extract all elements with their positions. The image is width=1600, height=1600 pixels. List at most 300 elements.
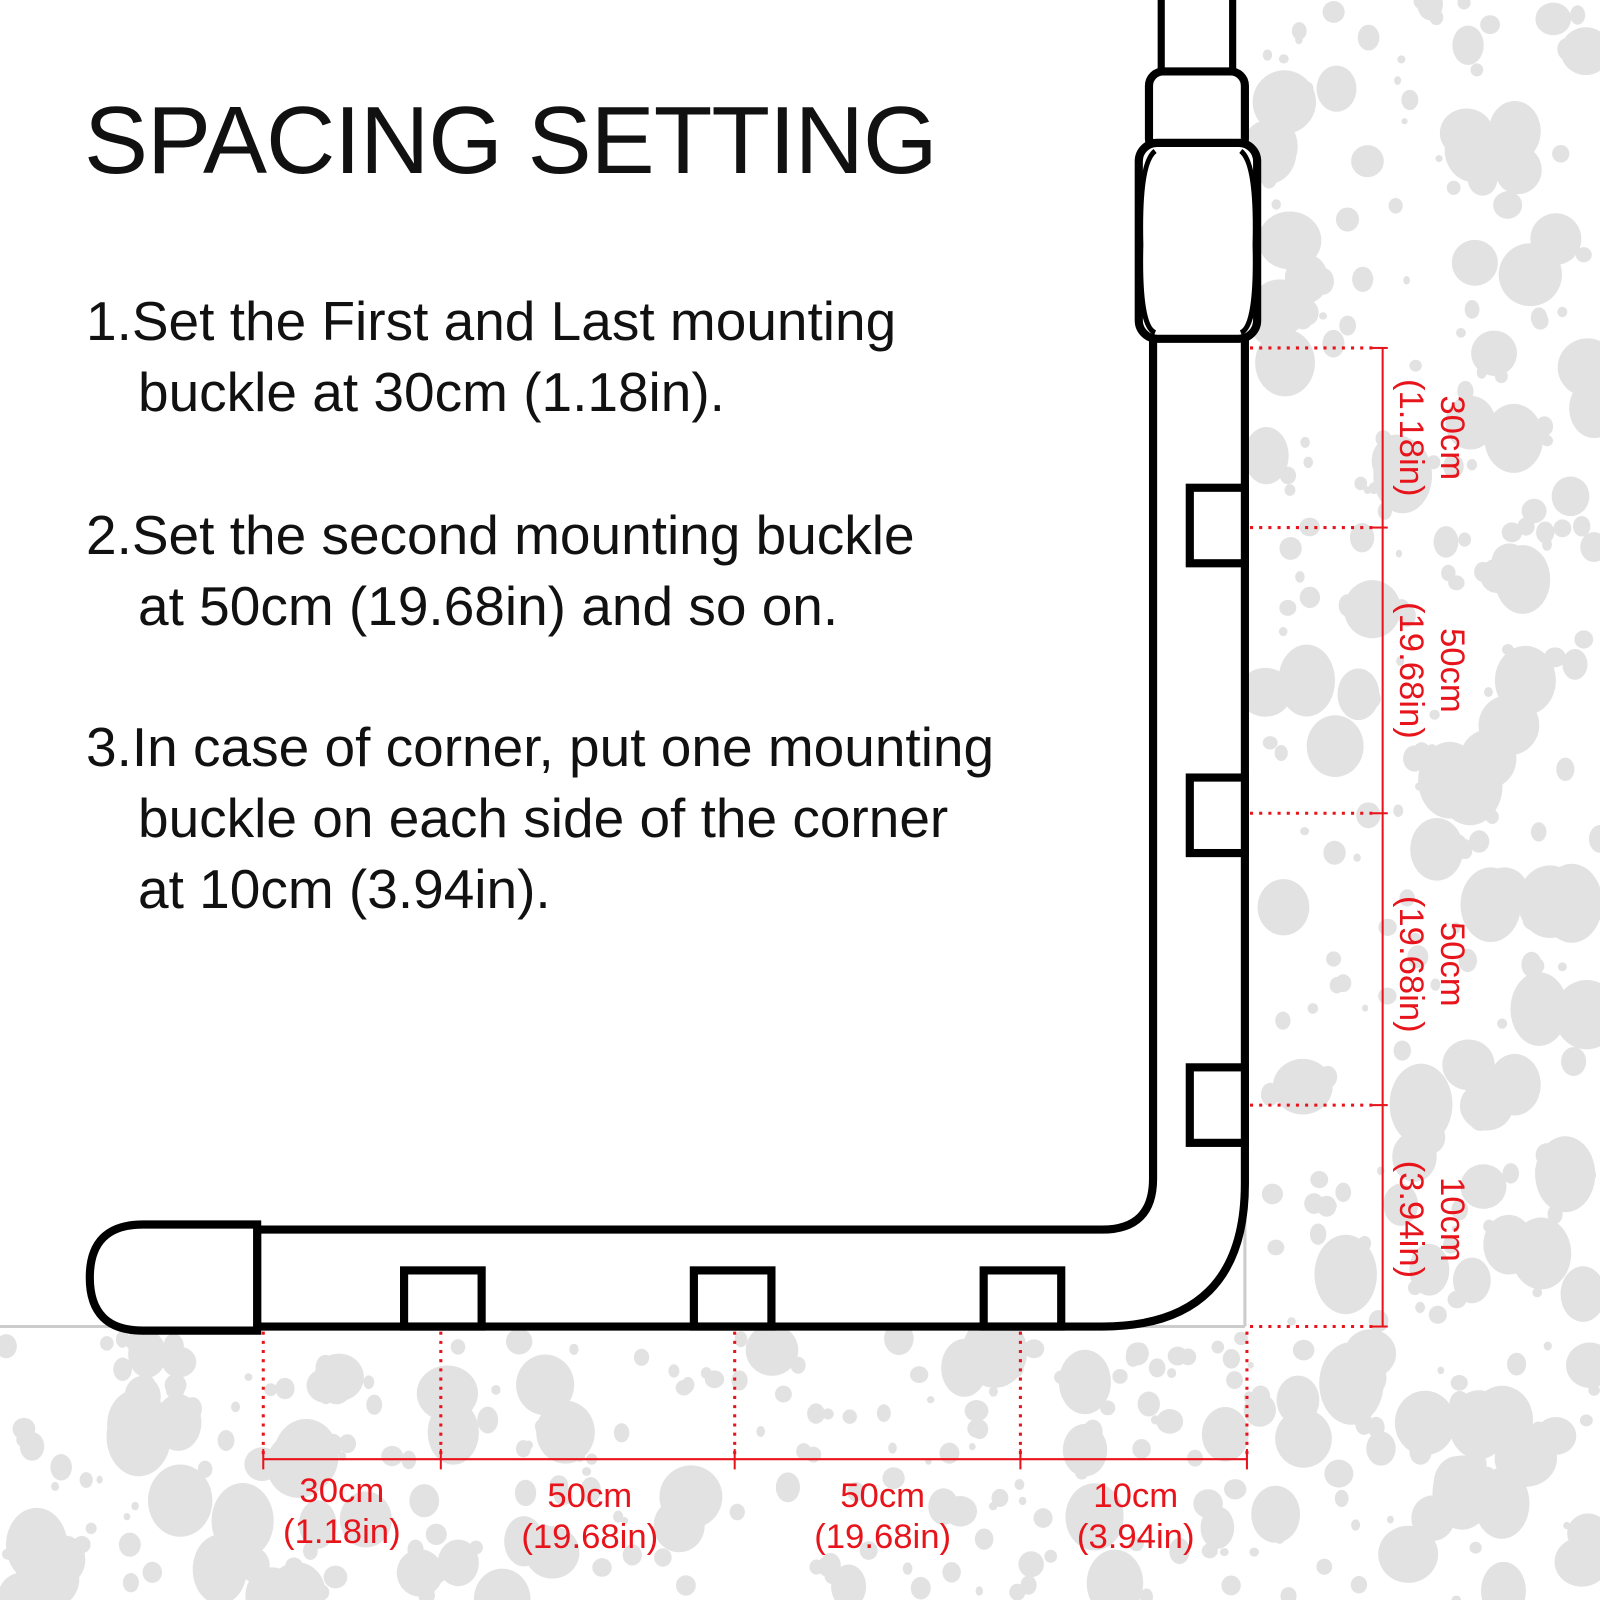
speckle [1279,600,1296,616]
speckle [1202,1407,1249,1461]
speckle [1156,1409,1183,1434]
speckle [1461,839,1470,847]
speckle [231,1402,240,1413]
speckle [1535,3,1571,36]
speckle [1193,1489,1222,1518]
speckle [1530,213,1581,265]
step-line: 1.Set the First and Last mounting [86,290,897,352]
speckle [1415,1302,1425,1313]
speckle [1522,908,1541,930]
speckle [1308,1003,1319,1014]
speckle [1087,1550,1143,1600]
speckle [535,1419,550,1434]
speckle [119,1533,141,1557]
speckle [1544,1342,1552,1351]
speckle [1369,1310,1389,1332]
speckle [1316,1559,1332,1575]
speckle [1532,677,1544,689]
speckle [477,1407,498,1434]
speckle [516,1355,574,1416]
speckle [1574,870,1587,886]
speckle [1224,1442,1232,1451]
speckle [1307,715,1364,777]
speckle [1275,1012,1290,1030]
step-1 [86,286,896,428]
speckle [1414,742,1429,755]
speckle [1223,1349,1240,1369]
speckle [1561,1047,1586,1076]
speckle [1335,1183,1351,1202]
speckle [1261,1083,1279,1106]
speckle [1489,101,1541,162]
speckle [1356,802,1380,828]
speckle [582,1467,591,1476]
speckle [1394,76,1401,85]
speckle [1378,1526,1438,1583]
speckle [668,1364,679,1377]
speckle [1324,1460,1353,1488]
speckle [1502,522,1522,542]
speckle [1541,435,1553,446]
speckle [1258,879,1310,935]
speckle [1248,1362,1254,1369]
dim-in: (19.68in) [1392,601,1430,739]
speckle [676,1575,696,1595]
speckle [166,1379,185,1399]
speckle [1573,516,1590,537]
speckle [324,1566,348,1589]
speckle [1034,1508,1053,1528]
speckle [1434,526,1459,558]
speckle [1552,145,1569,163]
speckle [1481,1562,1526,1600]
speckle [339,1434,356,1453]
speckle [989,1387,998,1397]
speckle [162,1347,196,1378]
speckle [50,1454,72,1480]
speckle [198,1461,213,1478]
speckle [1299,81,1313,94]
speckle [1449,1391,1470,1417]
speckle [516,1440,531,1457]
speckle [679,1499,697,1517]
speckle [1267,1240,1284,1256]
speckle [1083,1420,1103,1444]
speckle [1484,687,1493,697]
speckle [1059,1350,1111,1414]
speckle [173,1483,185,1496]
speckle [438,1540,479,1587]
speckle [1314,1235,1376,1314]
dim-in: (3.94in) [1076,1517,1195,1556]
speckle [1475,342,1493,359]
speckle [1566,1342,1600,1387]
speckle [967,1419,986,1438]
step-line: 3.In case of corner, put one mounting [86,716,995,778]
speckle [1287,1317,1296,1326]
speckle [1409,1439,1431,1464]
speckle [783,1355,790,1363]
speckle [1531,307,1547,328]
dim-cm: 50cm [547,1477,633,1516]
dim-in: (1.18in) [1392,378,1430,497]
speckle [1272,199,1281,209]
speckle [1518,985,1531,1001]
speckle [1330,977,1344,993]
speckle [1351,145,1384,177]
speckle [1470,63,1483,76]
speckle [1149,1358,1166,1377]
speckle [1438,746,1503,825]
speckle [1298,300,1319,325]
speckle [51,1482,59,1491]
speckle [1544,876,1563,899]
speckle [1456,328,1466,338]
speckle [1126,1342,1149,1365]
speckle [1480,867,1529,917]
speckle [1447,181,1461,195]
speckle [1429,10,1443,26]
speckle [1295,36,1302,44]
speckle [1562,649,1587,680]
speckle [1544,647,1566,667]
speckle [1168,1347,1188,1366]
speckle [1249,1548,1258,1557]
speckle [634,1349,649,1366]
speckle [474,1569,531,1600]
speckle [1322,330,1344,358]
speckle [1244,1391,1254,1403]
speckle [1261,169,1277,189]
speckle [96,1476,102,1484]
speckle [1408,1280,1422,1295]
dim-cm: 50cm [1432,921,1471,1007]
speckle [1495,116,1510,135]
speckle [139,1375,155,1393]
speckle [506,1328,532,1354]
speckle [1211,1341,1224,1354]
speckle [1457,0,1470,10]
dim-cm: 10cm [1432,1176,1471,1262]
speckle [381,1446,403,1466]
speckle [245,1373,253,1381]
speckle [16,1433,29,1447]
dim-cm: 30cm [299,1472,385,1511]
speckle [1507,1353,1526,1376]
speckle [1557,307,1567,318]
speckle [1300,587,1320,608]
speckle [1339,1464,1345,1472]
speckle [1548,283,1556,292]
speckle [80,1472,93,1488]
speckle [1394,1040,1411,1060]
step-3 [86,712,994,925]
speckle [1561,27,1600,75]
speckle [1317,66,1357,112]
speckle [451,1339,466,1354]
speckle [941,1339,987,1397]
speckle [682,1377,695,1393]
speckle [319,1389,332,1404]
mounting-buckle [984,1270,1062,1326]
speckle [1358,25,1380,51]
speckle [1441,565,1455,581]
step-line: at 50cm (19.68in) and so on. [138,575,839,637]
speckle [491,1385,500,1395]
speckle [0,1334,17,1358]
speckle [927,1396,935,1403]
speckle [1279,54,1289,63]
speckle [366,1395,382,1415]
speckle [143,1562,163,1583]
speckle [1451,1375,1468,1391]
speckle [1403,276,1410,285]
speckle [575,1412,585,1423]
mounting-buckle [694,1270,772,1326]
speckle [1397,55,1405,63]
speckle [1362,1005,1368,1012]
speckle [1556,758,1574,781]
speckle [1335,1490,1349,1507]
speckle [1277,1376,1320,1425]
dim-in: (19.68in) [814,1517,952,1556]
speckle [939,1443,959,1464]
speckle [1558,962,1567,971]
speckle [1295,571,1305,583]
speckle [1318,1066,1337,1088]
speckle [1263,50,1272,61]
speckle [1510,972,1567,1046]
speckle [592,1558,612,1577]
cable [1161,0,1232,77]
speckle [1303,457,1313,468]
speckle [86,1523,97,1535]
speckle [275,1378,294,1399]
speckle [1251,1486,1300,1543]
speckle [910,1366,928,1383]
speckle [1352,267,1373,292]
speckle [128,1331,166,1378]
speckle [965,1400,989,1422]
speckle [1262,1184,1283,1205]
speckle [1285,484,1296,496]
speckle [1280,467,1296,485]
speckle [1075,1465,1089,1480]
speckle [1319,312,1327,319]
speckle [1310,1171,1328,1188]
mounting-buckle [1190,1067,1245,1143]
end-cap [90,1224,257,1330]
mounting-buckle [404,1270,482,1326]
speckle [1363,689,1381,709]
speckle [1019,1497,1027,1505]
speckle [843,1409,857,1424]
speckle [1437,1367,1444,1374]
speckle [515,1480,536,1506]
speckle [131,1502,139,1510]
page-title: SPACING SETTING [84,87,937,194]
speckle [825,1568,842,1584]
speckle [1495,369,1508,383]
speckle [1553,519,1571,537]
speckle [409,1484,439,1517]
speckle [1542,538,1552,551]
speckle [1452,240,1498,286]
speckle [1167,1368,1176,1378]
speckle [1336,207,1359,231]
speckle [1495,1430,1557,1486]
speckle [575,1451,585,1462]
speckle [1528,650,1543,669]
speckle [1531,958,1545,973]
speckle [1387,1516,1394,1524]
speckle [1537,1458,1546,1466]
speckle [1452,25,1483,64]
speckle [614,1423,629,1442]
speckle [776,1472,800,1502]
speckle [991,1489,1008,1507]
speckle [1536,416,1553,436]
speckle [1220,1548,1229,1556]
speckle [1351,1519,1360,1530]
speckle [1401,118,1407,124]
speckle [1480,15,1500,34]
speckle [397,1549,443,1596]
dim-cm: 50cm [840,1477,926,1516]
speckle [1369,482,1379,494]
dim-in: (19.68in) [1392,895,1430,1033]
speckle [756,1426,765,1437]
speckle [123,1573,139,1592]
speckle [976,1586,983,1595]
speckle [730,1504,745,1521]
step-line: at 10cm (3.94in). [138,858,551,920]
speckle [735,1331,748,1347]
speckle [1538,556,1545,563]
speckle [1393,805,1403,817]
speckle [1366,1431,1395,1465]
speckle [1574,630,1593,648]
speckle [969,1443,976,1450]
speckle [1452,1595,1461,1600]
speckle [1132,1439,1151,1459]
speckle [1018,1551,1044,1577]
speckle [1419,1122,1446,1154]
speckle [775,1386,792,1403]
speckle [701,1367,712,1379]
speckle [1024,1339,1045,1358]
speckle [1435,155,1442,162]
speckle [1293,1340,1315,1361]
speckle [218,1430,235,1451]
mounting-buckle [1190,778,1245,854]
speckle [1401,90,1418,110]
speckle [942,1562,960,1582]
dim-in: (1.18in) [283,1512,401,1551]
speckle [1112,1369,1127,1384]
speckle [285,1557,302,1573]
speckle [1317,1196,1336,1217]
speckle [1470,1542,1482,1554]
speckle [1344,1329,1396,1378]
speckle [1339,316,1356,336]
speckle [1279,627,1288,636]
dim-cm: 50cm [1432,627,1471,713]
step-line: 2.Set the second mounting buckle [86,504,915,566]
speckle [1355,1412,1373,1434]
speckle [903,1562,913,1574]
speckle [1389,198,1403,214]
dim-cm: 10cm [1093,1477,1179,1516]
speckle [975,1528,994,1549]
speckle [1477,366,1487,379]
speckle [1535,1159,1556,1182]
speckle [1396,550,1402,558]
speckle [809,1560,823,1575]
speckle [1323,1,1345,23]
speckle [1258,211,1321,269]
speckle [746,1324,799,1375]
speckle [1015,1479,1025,1490]
dim-in: (19.68in) [521,1517,659,1556]
speckle [1138,1392,1160,1417]
speckle [1429,1306,1447,1324]
light-strip-tube [90,0,1257,1331]
speckle [1587,1170,1596,1180]
speckle [1580,1415,1593,1427]
speckle [1378,502,1392,519]
speckle [1313,268,1334,295]
speckle [1310,1224,1326,1245]
speckle [183,1397,202,1420]
speckle [1323,841,1345,865]
speckle [1410,818,1463,881]
speckle [212,1483,274,1559]
step-2 [86,500,915,642]
speckle [877,1404,891,1422]
dim-cm: 30cm [1432,395,1471,481]
step-line: buckle on each side of the corner [138,787,949,849]
speckle [1470,1111,1491,1131]
speckle [1263,736,1278,749]
speckle [1580,532,1600,562]
speckle [1224,1479,1246,1499]
speckle [314,1584,329,1600]
speckle [1300,827,1309,835]
speckle [1202,1543,1218,1558]
speckle [1561,1266,1600,1322]
speckle [1493,191,1522,219]
speckle [569,1344,578,1355]
speckle [1353,854,1360,862]
speckle [1474,562,1492,582]
speckle [1552,477,1590,517]
speckle [426,1524,447,1545]
speckle [1226,1371,1243,1389]
step-line: buckle at 30cm (1.18in). [138,361,725,423]
speckle [1044,1550,1057,1563]
speckle [428,1400,479,1464]
speckle [124,1513,131,1520]
speckle [807,1403,825,1424]
speckle [1458,532,1471,546]
speckle [264,1383,277,1396]
speckle [1589,825,1600,853]
speckle [1326,951,1341,966]
speckle [1528,1246,1558,1283]
speckle [100,1336,114,1351]
speckle [2,1549,13,1560]
